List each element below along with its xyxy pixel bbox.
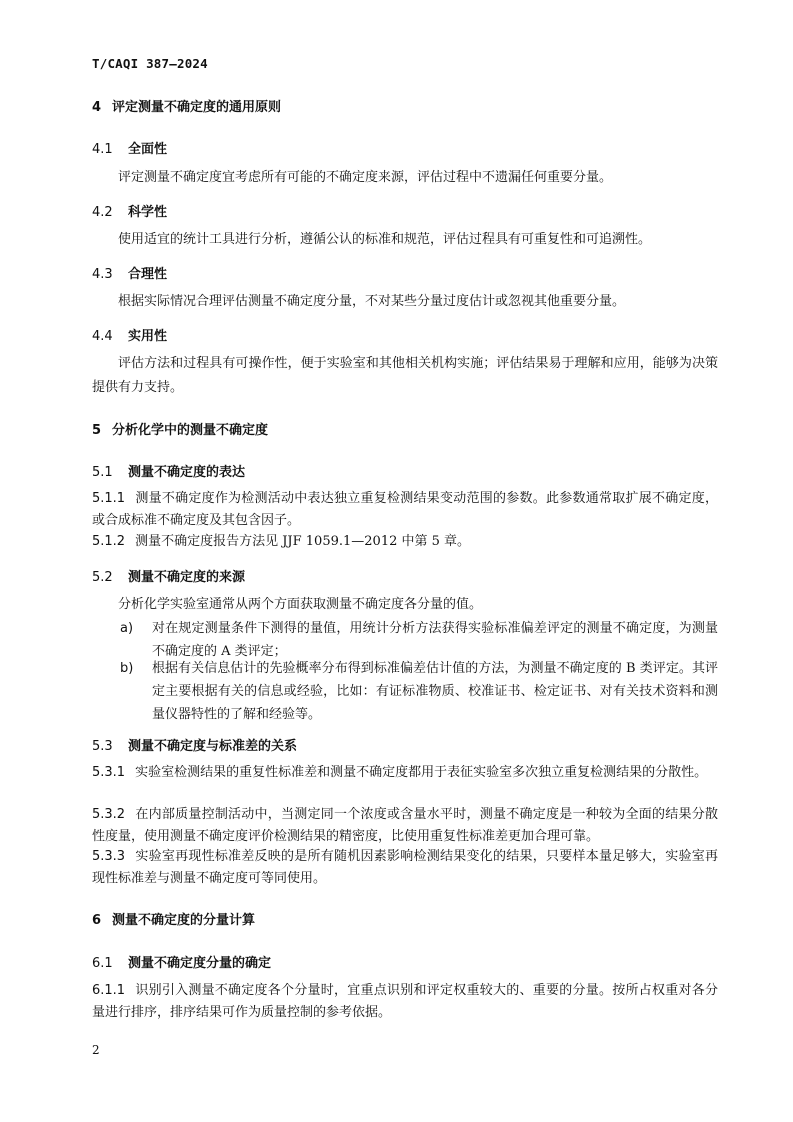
clause-text: 实验室检测结果的重复性标准差和测量不确定度都用于表征实验室多次独立重复检测结果的分散性。 (135, 765, 708, 780)
section-title: 全面性 (128, 142, 168, 157)
clause-text: 测量不确定度作为检测活动中表达独立重复检测结果变动范围的参数。此参数通常取扩展不确定度，或合成标准不确定度及其包含因子。 (92, 491, 718, 528)
section-number: 4 (92, 100, 102, 115)
clause-6-1-1 (92, 980, 718, 1024)
section-title: 评定测量不确定度的通用原则 (112, 100, 282, 115)
section-number: 5 (92, 423, 102, 438)
section-4-3-heading (92, 263, 718, 282)
section-5-2-intro: 分析化学实验室通常从两个方面获取测量不确定度各分量的值。 (118, 597, 483, 612)
section-title: 测量不确定度的表达 (128, 465, 246, 480)
standard-code-header: T/CAQI 387—2024 (92, 56, 208, 71)
section-4-heading (92, 96, 718, 115)
section-title: 科学性 (128, 205, 168, 220)
section-5-1-heading (92, 461, 718, 480)
section-4-3-paragraph: 根据实际情况合理评估测量不确定度分量，不对某些分量过度估计或忽视其他重要分量。 (118, 294, 626, 309)
section-number: 6 (92, 913, 102, 928)
section-title: 测量不确定度分量的确定 (128, 956, 272, 971)
list-item-text: 对在规定测量条件下测得的量值，用统计分析方法获得实验标准偏差评定的测量不确定度，为测量不确定度的 A 类评定； (152, 621, 718, 659)
section-6-heading (92, 909, 718, 928)
clause-5-3-3 (92, 846, 718, 890)
section-number: 4.4 (92, 329, 113, 344)
section-4-1-heading (92, 138, 718, 157)
section-5-3-heading (92, 735, 718, 754)
clause-text: 测量不确定度报告方法见 JJF 1059.1—2012 中第 5 章。 (135, 534, 471, 549)
section-number: 4.1 (92, 142, 113, 157)
list-item-b (120, 657, 718, 726)
clause-number: 5.3.3 (92, 849, 126, 864)
section-number: 5.2 (92, 570, 113, 585)
section-4-4-paragraph: 评估方法和过程具有可操作性，便于实验室和其他相关机构实施；评估结果易于理解和应用，能够为决策提供有力支持。 (92, 356, 718, 395)
section-number: 4.2 (92, 205, 113, 220)
clause-5-3-2 (92, 804, 718, 848)
section-5-2-heading (92, 566, 718, 585)
section-number: 6.1 (92, 956, 113, 971)
section-number: 5.3 (92, 739, 113, 754)
section-4-4-heading (92, 325, 718, 344)
section-5-heading (92, 419, 718, 438)
list-marker: a) (120, 621, 134, 636)
list-item-text: 根据有关信息估计的先验概率分布得到标准偏差估计值的方法，为测量不确定度的 B 类评定。其评定主要根据有关的信息或经验，比如：有证标准物质、校准证书、检定证书、对有关技术资料和测量仪器特性的了解和经验等。 (152, 661, 718, 722)
section-6-1-heading (92, 952, 718, 971)
clause-text: 实验室再现性标准差反映的是所有随机因素影响检测结果变化的结果，只要样本量足够大，实验室再现性标准差与测量不确定度可等同使用。 (92, 849, 718, 886)
clause-number: 5.3.1 (92, 765, 126, 780)
section-number: 5.1 (92, 465, 113, 480)
section-title: 测量不确定度与标准差的关系 (128, 739, 298, 754)
clause-text: 在内部质量控制活动中，当测定同一个浓度或含量水平时，测量不确定度是一种较为全面的结果分散性度量，使用测量不确定度评价检测结果的精密度，比使用重复性标准差更加合理可靠。 (92, 807, 718, 844)
section-title: 测量不确定度的来源 (128, 570, 246, 585)
section-title: 合理性 (128, 267, 168, 282)
section-number: 4.3 (92, 267, 113, 282)
clause-5-3-1 (92, 762, 718, 784)
clause-text: 识别引入测量不确定度各个分量时，宜重点识别和评定权重较大的、重要的分量。按所占权重对各分量进行排序，排序结果可作为质量控制的参考依据。 (92, 983, 718, 1020)
clause-5-1-2 (92, 531, 718, 553)
section-4-1-paragraph: 评定测量不确定度宜考虑所有可能的不确定度来源，评估过程中不遗漏任何重要分量。 (118, 170, 613, 185)
clause-number: 5.1.1 (92, 491, 126, 506)
clause-5-1-1 (92, 488, 718, 532)
section-4-2-paragraph: 使用适宜的统计工具进行分析，遵循公认的标准和规范，评估过程具有可重复性和可追溯性。 (118, 232, 652, 247)
clause-number: 5.3.2 (92, 807, 126, 822)
section-title: 分析化学中的测量不确定度 (112, 423, 269, 438)
section-title: 实用性 (128, 329, 168, 344)
section-title: 测量不确定度的分量计算 (112, 913, 256, 928)
section-4-2-heading (92, 201, 718, 220)
clause-number: 6.1.1 (92, 983, 126, 998)
clause-number: 5.1.2 (92, 534, 126, 549)
list-marker: b) (120, 661, 134, 676)
page-number: 2 (92, 1043, 100, 1057)
